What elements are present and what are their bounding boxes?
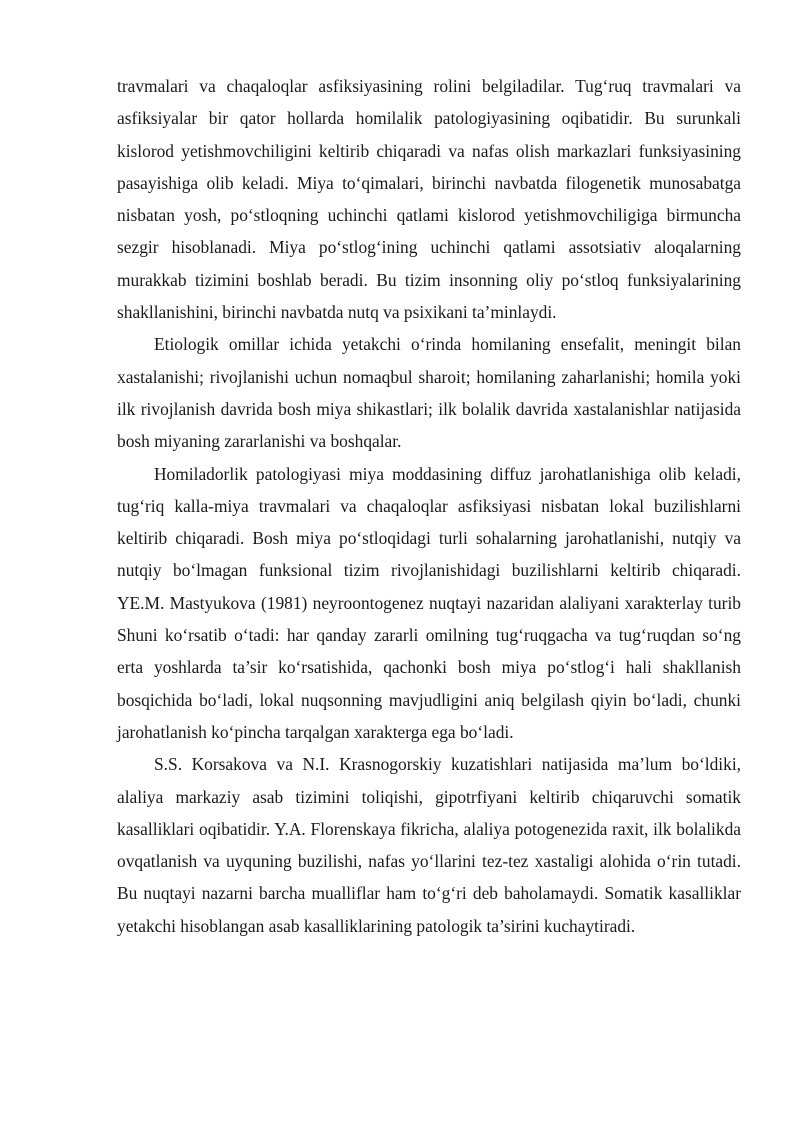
paragraph-continuation: travmalari va chaqaloqlar asfiksiyasining rolini belgiladilar. Tug‘ruq travmalari va asfiksiyalar bir qator hollarda homilalik patologiyasining oqibatidir. Bu surunkali kislorod yetishmovchiligini keltirib chiqaradi va nafas olish markazlari funksiyasining pasayishiga olib keladi. Miya to‘qimalari, birinchi navbatda filogenetik munosabatga nisbatan yosh, po‘stloqning uchinchi qatlami kislorod yetishmovchiligiga birmuncha sezgir hisoblanadi. Miya po‘stlog‘ining uchinchi qatlami assotsiativ aloqalarning murakkab tizimini boshlab beradi. Bu tizim insonning oliy po‘stloq funksiyalarining shakllanishini, birinchi navbatda nutq va psixikani ta’minlaydi. bbox=[117, 76, 741, 323]
document-page bbox=[117, 70, 741, 942]
paragraph-pregnancy-pathology: Homiladorlik patologiyasi miya moddasining diffuz jarohatlanishiga olib keladi, tug‘riq kalla-miya travmalari va chaqaloqlar asfiksiyasi nisbatan lokal buzilishlarni keltirib chiqaradi. Bosh miya po‘stloqidagi turli sohalarning jarohatlanishi, nutqiy va nutqiy bo‘lmagan funksional tizim rivojlanishidagi buzilishlarni keltirib chiqaradi. YE.M. Mastyukova (1981) neyroontogenez nuqtayi nazaridan alaliyani xarakterlay turib Shuni ko‘rsatib o‘tadi: har qanday zararli omilning tug‘ruqgacha va tug‘ruqdan so‘ng erta yoshlarda ta’sir ko‘rsatishida, qachonki bosh miya po‘stlog‘i hali shakllanish bosqichida bo‘ladi, lokal nuqsonning mavjudligini aniq belgilash qiyin bo‘ladi, chunki jarohatlanish ko‘pincha tarqalgan xarakterga ega bo‘ladi. bbox=[117, 463, 741, 742]
paragraph-etiology: Etiologik omillar ichida yetakchi o‘rinda homilaning ensefalit, meningit bilan xastalanishi; rivojlanishi uchun nomaqbul sharoit; homilaning zaharlanishi; homila yoki ilk rivojlanish davrida bosh miya shikastlari; ilk bolalik davrida xastalanishlar natijasida bosh miyaning zararlanishi va boshqalar. bbox=[117, 334, 741, 452]
paragraph-korsakova-observations: S.S. Korsakova va N.I. Krasnogorskiy kuzatishlari natijasida ma’lum bo‘ldiki, alaliya markaziy asab tizimini toliqishi, gipotrfiyani keltirib chiqaruvchi somatik kasalliklari oqibatidir. Y.A. Florenskaya fikricha, alaliya potogenezida raxit, ilk bolalikda ovqatlanish va uyquning buzilishi, nafas yo‘llarini tez-tez xastaligi alohida o‘rin tutadi. Bu nuqtayi nazarni barcha mualliflar ham to‘g‘ri deb baholamaydi. Somatik kasalliklar yetakchi hisoblangan asab kasalliklarining patologik ta’sirini kuchaytiradi. bbox=[117, 754, 741, 936]
